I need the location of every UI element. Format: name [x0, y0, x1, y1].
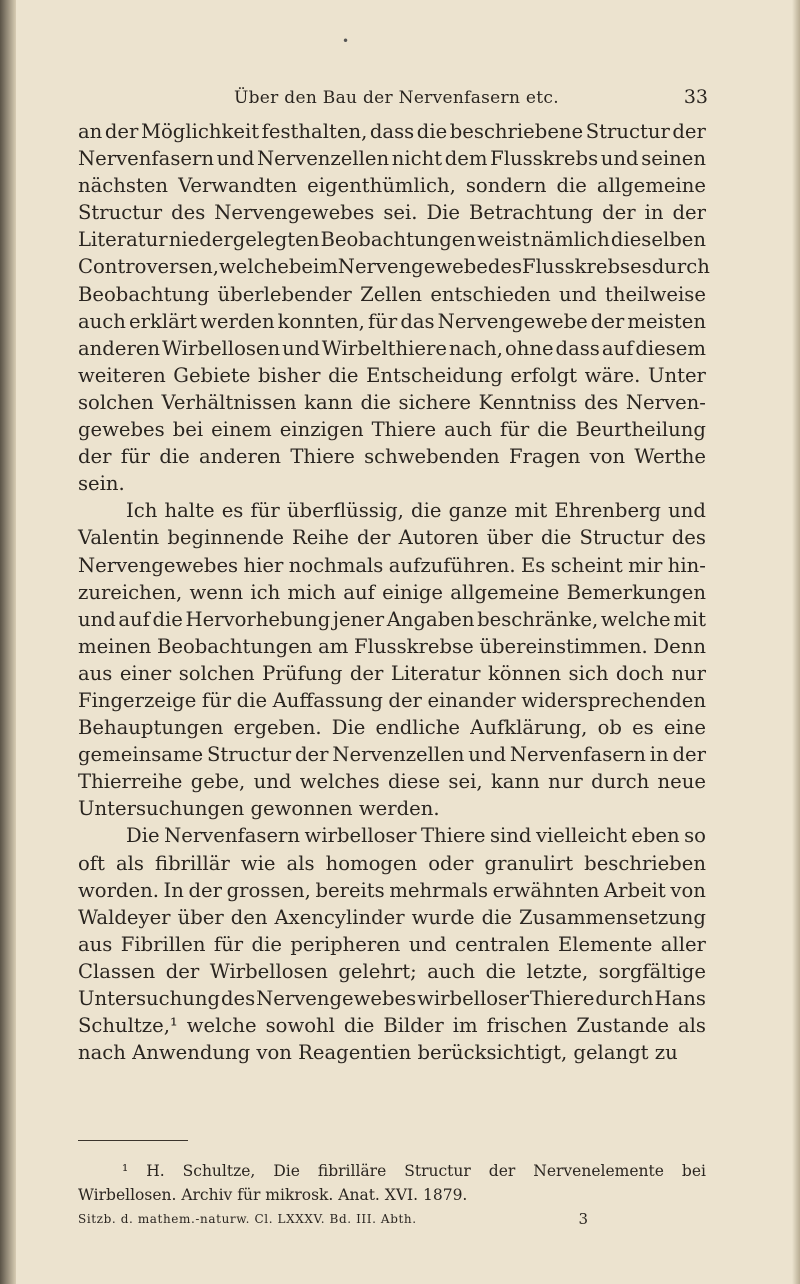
text-line: Behauptungen ergeben. Die endliche Aufklärung, ob es eine	[78, 716, 706, 740]
text-line: anderen Wirbellosen und Wirbelthiere nach, ohne dass auf diesem	[78, 336, 706, 360]
text-line: an der Möglichkeit festhalten, dass die beschriebene Structur der	[78, 120, 706, 143]
text-line: aus einer solchen Prüfung der Literatur können sich doch nur	[78, 661, 706, 685]
page-binding-edge	[0, 0, 16, 1284]
text-line: Ich halte es für überflüssig, die ganze mit Ehrenberg und	[126, 499, 706, 523]
text-line: solchen Verhältnissen kann die sichere Kenntniss des Nerven-	[78, 390, 706, 414]
body-text	[78, 118, 710, 1066]
footnote-rule	[78, 1140, 188, 1141]
text-line: meinen Beobachtungen am Flusskrebse übereinstimmen. Denn	[78, 634, 706, 658]
text-line: worden. In der grossen, bereits mehrmals erwähnten Arbeit von	[78, 878, 706, 902]
text-line: oft als fibrillär wie als homogen oder granulirt beschrieben	[78, 851, 706, 875]
text-line: weiteren Gebiete bisher die Entscheidung erfolgt wäre. Unter	[78, 363, 706, 387]
text-line: gewebes bei einem einzigen Thiere auch für die Beurtheilung	[78, 418, 706, 442]
text-line: Untersuchungen gewonnen werden.	[78, 797, 440, 821]
text-line: Beobachtung überlebender Zellen entschieden und theilweise	[78, 282, 706, 306]
text-line: aus Fibrillen für die peripheren und centralen Elemente aller	[78, 932, 706, 956]
print-mark: •	[342, 34, 350, 48]
text-line: sein.	[78, 472, 125, 496]
text-line: Controversen, welche beim Nervengewebe des Flusskrebses durch	[78, 255, 710, 279]
text-line: zureichen, wenn ich mich auf einige allgemeine Bemerkungen	[78, 580, 706, 604]
text-line: Valentin beginnende Reihe der Autoren über die Structur des	[78, 526, 706, 550]
text-line: auch erklärt werden konnten, für das Nervengewebe der meisten	[78, 309, 706, 333]
text-line: Literatur niedergelegten Beobachtungen weist nämlich dieselben	[78, 228, 706, 252]
text-line: nach Anwendung von Reagentien berücksichtigt, gelangt zu	[78, 1041, 678, 1065]
text-line: Nervengewebes hier nochmals aufzuführen. Es scheint mir hin-	[78, 553, 706, 577]
footnote-line: Wirbellosen. Archiv für mikrosk. Anat. XVI. 1879.	[78, 1186, 468, 1204]
signature-text: Sitzb. d. mathem.-naturw. Cl. LXXXV. Bd. III. Abth.	[78, 1212, 417, 1226]
text-line: Die Nervenfasern wirbelloser Thiere sind vielleicht eben so	[126, 824, 706, 848]
text-line: Untersuchung des Nervengewebes wirbelloser Thiere durch Hans	[78, 987, 706, 1010]
text-line: Structur des Nervengewebes sei. Die Betrachtung der in der	[78, 201, 706, 225]
signature-line	[78, 1210, 588, 1232]
text-line: gemeinsame Structur der Nervenzellen und Nervenfasern in der	[78, 743, 706, 767]
running-header	[78, 84, 708, 112]
text-line: Schultze,¹ welche sowohl die Bilder im frischen Zustande als	[78, 1014, 706, 1038]
text-line: und auf die Hervorhebung jener Angaben beschränke, welche mit	[78, 607, 706, 631]
page-right-edge	[792, 0, 800, 1284]
footnotes	[78, 1159, 706, 1207]
signature-number: 3	[578, 1210, 588, 1228]
text-line: Fingerzeige für die Auffassung der einander widersprechenden	[78, 688, 706, 712]
page-number: 33	[683, 86, 708, 108]
text-line: Classen der Wirbellosen gelehrt; auch die letzte, sorgfältige	[78, 959, 706, 983]
text-line: nächsten Verwandten eigenthümlich, sondern die allgemeine	[78, 174, 706, 198]
text-line: Nervenfasern und Nervenzellen nicht dem Flusskrebs und seinen	[78, 147, 706, 171]
text-line: Thierreihe gebe, und welches diese sei, kann nur durch neue	[78, 770, 706, 794]
text-line: Waldeyer über den Axencylinder wurde die Zusammensetzung	[78, 905, 706, 929]
footnote-line: ¹ H. Schultze, Die fibrilläre Structur der Nervenelemente bei	[122, 1162, 706, 1180]
running-title: Über den Bau der Nervenfasern etc.	[234, 88, 559, 108]
text-line: der für die anderen Thiere schwebenden Fragen von Werthe	[78, 445, 706, 469]
